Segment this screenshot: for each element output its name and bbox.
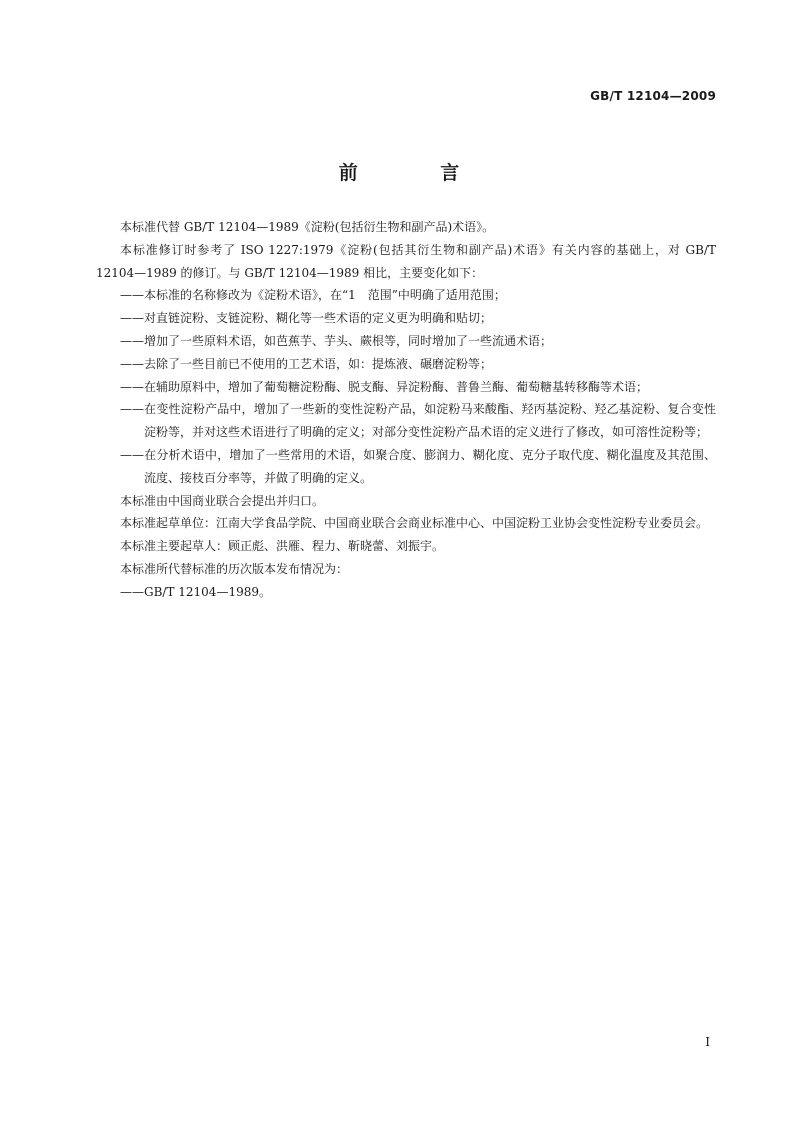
foreword-body [96, 216, 716, 604]
paragraph: 本标准由中国商业联合会提出并归口。 [120, 493, 325, 508]
change-item: ——去除了一些目前已不使用的工艺术语，如：提炼液、碾磨淀粉等； [120, 356, 493, 371]
change-item: ——在分析术语中，增加了一些常用的术语，如聚合度、膨润力、糊化度、克分子取代度、糊化温度及其范围、流度、接枝百分率等，并做了明确的定义。 [120, 447, 716, 485]
page-number: I [705, 1035, 710, 1049]
replaced-standard-item: ——GB/T 12104—1989。 [120, 584, 271, 599]
paragraph: 本标准起草单位：江南大学食品学院、中国商业联合会商业标准中心、中国淀粉工业协会变性淀粉专业委员会。 [120, 516, 709, 531]
change-item: ——本标准的名称修改为《淀粉术语》，在“1 范围”中明确了适用范围； [120, 288, 506, 303]
change-item: ——在变性淀粉产品中，增加了一些新的变性淀粉产品，如淀粉马来酸酯、羟丙基淀粉、羟乙基淀粉、复合变性淀粉等，并对这些术语进行了明确的定义；对部分变性淀粉产品术语的定义进行了修改，如可溶性淀粉等； [120, 402, 716, 440]
paragraph: 本标准主要起草人：顾正彪、洪雁、程力、靳晓蕾、刘振宇。 [120, 539, 445, 554]
change-item: ——增加了一些原料术语，如芭蕉芋、芋头、蕨根等，同时增加了一些流通术语； [120, 333, 553, 348]
paragraph: 本标准修订时参考了 ISO 1227:1979《淀粉(包括其衍生物和副产品)术语》有关内容的基础上，对 GB/T 12104—1989 的修订。与 GB/T 12104—1989 相比，主要变化如下： [96, 242, 716, 280]
change-item: ——在辅助原料中，增加了葡萄糖淀粉酶、脱支酶、异淀粉酶、普鲁兰酶、葡萄糖基转移酶等术语； [120, 379, 649, 394]
paragraph: 本标准所代替标准的历次版本发布情况为： [120, 561, 349, 576]
change-item: ——对直链淀粉、支链淀粉、糊化等一些术语的定义更为明确和贴切； [120, 311, 493, 326]
paragraph: 本标准代替 GB/T 12104—1989《淀粉(包括衍生物和副产品)术语》。 [120, 220, 495, 234]
page-title: 前 言 [338, 162, 498, 184]
standard-code: GB/T 12104—2009 [590, 89, 716, 103]
